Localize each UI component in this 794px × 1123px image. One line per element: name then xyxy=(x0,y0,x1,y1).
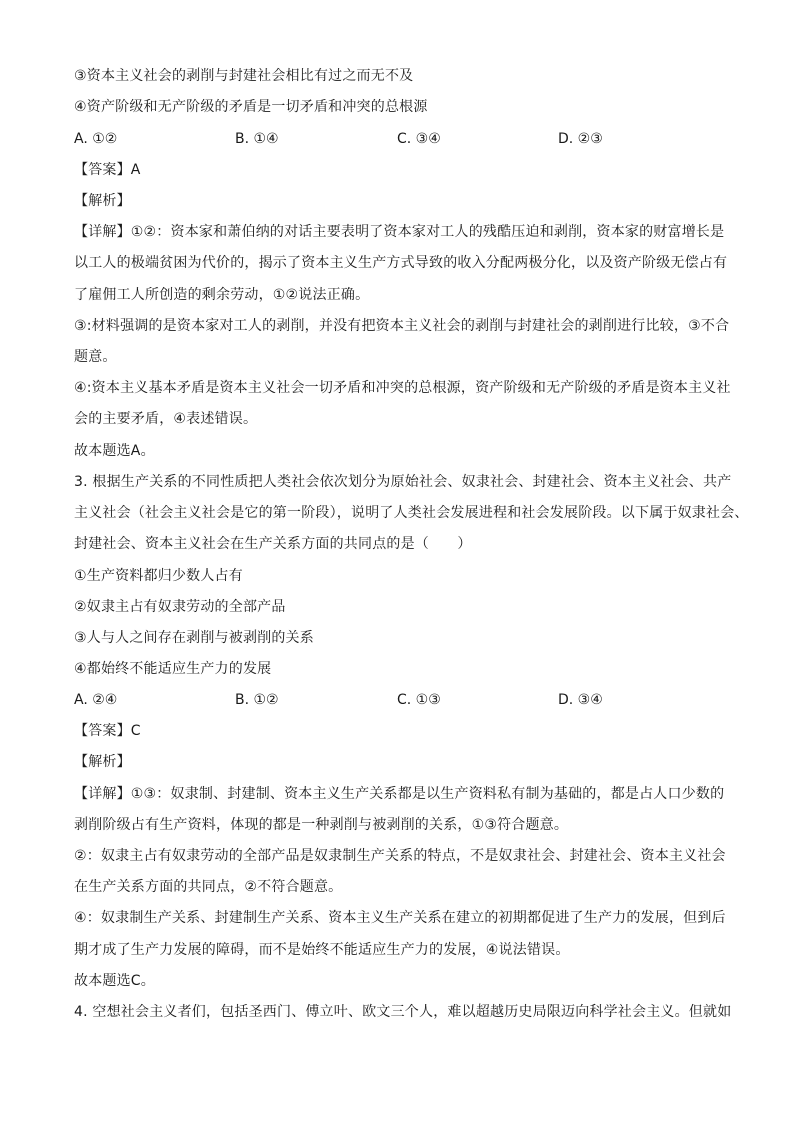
analysis-label: 【解析】 xyxy=(74,193,131,209)
choice-d: D. ③④ xyxy=(558,692,603,708)
choice-d: D. ②③ xyxy=(558,131,603,147)
choice-c: C. ③④ xyxy=(397,131,441,147)
explanation-line: ②：奴隶主占有奴隶劳动的全部产品是奴隶制生产关系的特点，不是奴隶社会、封建社会、资本主义社会 xyxy=(74,848,726,864)
statement-4: ④都始终不能适应生产力的发展 xyxy=(74,661,272,677)
explanation-line: 以工人的极端贫困为代价的，揭示了资本主义生产方式导致的收入分配两极分化，以及资产阶级无偿占有 xyxy=(74,255,728,271)
explanation-line: 了雇佣工人所创造的剩余劳动，①②说法正确。 xyxy=(74,287,370,303)
statement-3: ③人与人之间存在剥削与被剥削的关系 xyxy=(74,630,314,646)
question-3-stem: 封建社会、资本主义社会在生产关系方面的共同点的是（ ） xyxy=(74,536,472,552)
explanation-line: ④:资本主义基本矛盾是资本主义社会一切矛盾和冲突的总根源，资产阶级和无产阶级的矛盾是资本主义社 xyxy=(74,380,731,396)
choice-a: A. ②④ xyxy=(74,692,118,708)
answer-label: 【答案】C xyxy=(74,723,141,739)
explanation-line: 期才成了生产力发展的障碍，而不是始终不能适应生产力的发展，④说法错误。 xyxy=(74,942,570,958)
explanation-line: 题意。 xyxy=(74,349,117,365)
choice-b: B. ①② xyxy=(235,692,279,708)
question-4-stem: 4. 空想社会主义者们，包括圣西门、傅立叶、欧文三个人，难以超越历史局限迈向科学社会主义。但就如 xyxy=(74,1004,732,1020)
explanation-line: 【详解】①③：奴隶制、封建制、资本主义生产关系都是以生产资料私有制为基础的，都是占人口少数的 xyxy=(74,786,725,802)
analysis-label: 【解析】 xyxy=(74,754,131,770)
choice-a: A. ①② xyxy=(74,131,118,147)
explanation-line: 【详解】①②：资本家和萧伯纳的对话主要表明了资本家对工人的残酷压迫和剥削，资本家的财富增长是 xyxy=(74,224,725,240)
question-3-stem: 主义社会（社会主义社会是它的第一阶段），说明了人类社会发展进程和社会发展阶段。以下属于奴隶社会、 xyxy=(74,505,749,521)
statement-2: ②奴隶主占有奴隶劳动的全部产品 xyxy=(74,599,286,615)
option-line-3: ③资本主义社会的剥削与封建社会相比有过之而无不及 xyxy=(74,68,414,84)
conclusion-line: 故本题选A。 xyxy=(74,443,155,459)
choice-c: C. ①③ xyxy=(397,692,441,708)
option-line-4: ④资产阶级和无产阶级的矛盾是一切矛盾和冲突的总根源 xyxy=(74,99,428,115)
answer-label: 【答案】A xyxy=(74,162,141,178)
explanation-line: ③:材料强调的是资本家对工人的剥削，并没有把资本主义社会的剥削与封建社会的剥削进行比较，③不合 xyxy=(74,318,730,334)
explanation-line: 剥削阶级占有生产资料，体现的都是一种剥削与被剥削的关系，①③符合题意。 xyxy=(74,817,569,833)
choice-b: B. ①④ xyxy=(235,131,279,147)
explanation-line: 在生产关系方面的共同点，②不符合题意。 xyxy=(74,879,343,895)
conclusion-line: 故本题选C。 xyxy=(74,973,155,989)
explanation-line: 会的主要矛盾，④表述错误。 xyxy=(74,411,258,427)
explanation-line: ④：奴隶制生产关系、封建制生产关系、资本主义生产关系在建立的初期都促进了生产力的发展，但到后 xyxy=(74,910,726,926)
statement-1: ①生产资料都归少数人占有 xyxy=(74,568,243,584)
question-3-stem: 3. 根据生产关系的不同性质把人类社会依次划分为原始社会、奴隶社会、封建社会、资本主义社会、共产 xyxy=(74,474,732,490)
